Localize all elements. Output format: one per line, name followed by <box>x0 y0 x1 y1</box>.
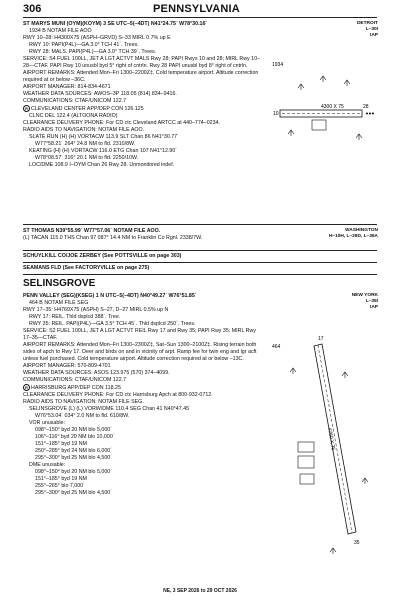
page-header <box>23 0 378 17</box>
section-rule <box>23 262 377 263</box>
chart-ref: L–30I <box>365 27 378 32</box>
runway-dimension-label: 4760 X 75 <box>326 427 336 451</box>
unusable-item: 250°–285° byd 24 NM blo 6,000´ <box>35 448 112 454</box>
pennvalley-chart-refs <box>352 293 378 311</box>
stmarys-chart-refs <box>357 21 378 39</box>
tree-icon <box>344 80 350 86</box>
approach-freq: HARRISBURG APP/DEP CON 118.25 <box>31 385 121 391</box>
city-title: SELINSGROVE <box>23 278 96 289</box>
clearance-line: CLEARANCE DELIVERY PHONE: For CD ctc Harrisburg Apch at 800-932-0712. <box>23 392 213 398</box>
vor-unusable-label: VOR unusable: <box>29 420 65 426</box>
elevation-label: 1934 <box>272 62 284 68</box>
radio-aids-line: RADIO AIDS TO NAVIGATION: NOTAM FILE AOO. <box>23 127 145 133</box>
navaid-id-line: ST THOMAS N39°55.99´ W77°57.06´ NOTAM FILE AOO. <box>23 228 161 234</box>
dme-unusable-label: DME unusable: <box>29 462 66 468</box>
section-rule <box>23 250 377 251</box>
navaid-line: KEATING (H) (H) VORTACW 116.0 ETG Chan 107 N41°12.90´ <box>29 148 178 154</box>
runway-end-line: RWY 10: PAPI(P4L)—GA 3.0° TCH 41´. Trees. <box>29 42 139 48</box>
manager-line: AIRPORT MANAGER: 570-809-4701 <box>23 363 111 369</box>
runway-end-label: 35 <box>354 540 360 546</box>
comms-line: COMMUNICATIONS: CTAF/UNICOM 122.7 <box>23 98 127 104</box>
remarks-text: AIRPORT REMARKS: Attended Mon–Fri 1300–2300Z‡, Sat–Sun 1300–2100Z‡. Rising terrain both sides of apch to Rwy 17. Deer and birds on and in vicinity of arpt. Ramp fee for twin eng and lgr acft unless fuel purchased. Cold temperature airport. Altitude correction required at or below –13C. <box>23 342 257 362</box>
header-rule <box>23 17 377 18</box>
tree-icon <box>342 372 348 378</box>
runway-dimension-label: 4300 X 75 <box>321 104 344 110</box>
stthomas-entry <box>23 228 378 242</box>
unusable-item: 098°–150° byd 20 NM blo 5,000´ <box>35 469 112 475</box>
navaid-line: W76°53.04´ 034° 2.0 NM to fld. 610/8W. <box>35 413 130 419</box>
elevation-label: 464 <box>272 344 281 350</box>
chart-ref: IAP <box>370 305 378 310</box>
weather-line: WEATHER DATA SOURCES: ASOS 123.975 (570) 374–4099. <box>23 370 170 376</box>
manager-line: AIRPORT MANAGER: 814-834-4671 <box>23 84 111 90</box>
unusable-item: 151°–185° byd 19 NM <box>35 441 87 447</box>
service-text: SERVICE: S2 FUEL 100LL, JET A LGT ACTVT REIL Rwy 17 and Rwy 35; PAPI Rwy 35; MIRL Rwy 17–35—CTAF. <box>23 328 256 341</box>
section-rule <box>23 224 377 225</box>
elevation-line: 1934 B NOTAM FILE AOO <box>29 28 92 34</box>
runway-end-line: RWY 35: REIL. PAPI(P4L)—GA 3.5° TCH 45´. Thld dsplcd 250´. Trees. <box>29 321 196 327</box>
elevation-line: 464 B NOTAM FILE SEG <box>29 300 89 306</box>
runway-end-line: RWY 17: REIL. Thld dsplcd 388´. Tree. <box>29 314 121 320</box>
center-freq: CLEVELAND CENTER APP/DEP CON 126.125 <box>31 106 144 112</box>
seamans-crossref: SEAMANS FLD (See FACTORYVILLE on page 275) <box>23 265 150 271</box>
state-title: PENNSYLVANIA <box>153 3 240 15</box>
ramp <box>312 120 326 130</box>
weather-line: WEATHER DATA SOURCES: AWOS–3P 118.05 (814) 834–9416. <box>23 91 177 97</box>
stmarys-airport-diagram <box>268 58 378 170</box>
page-footer: NE, 3 SEP 2026 to 29 OCT 2026 <box>163 588 237 594</box>
chart-ref: L–35I <box>365 299 378 304</box>
navaid-line: SELINSGROVE (L) (L) VORW/DME 110.4 SEG Chan 41 N40°47.45´ <box>29 406 191 412</box>
runway-line: RWY 17–35: H4760X75 (ASPH) S–27, D–27 MIRL 0.5% up N <box>23 307 169 313</box>
tree-icon <box>362 478 368 484</box>
unusable-item: 295°–300° byd 25 NM blo 4,500´ <box>35 455 112 461</box>
chart-ref: DETROIT <box>356 21 378 26</box>
approach-lights <box>366 113 374 115</box>
tree-icon <box>330 548 336 554</box>
runway <box>280 110 362 117</box>
tree-icon <box>356 134 362 140</box>
radar-r-icon: R <box>23 384 30 391</box>
navaid-line: W77°58.21´ 264° 24.8 NM to fld. 2310/8W. <box>35 141 136 147</box>
runway-end-label: 10 <box>273 111 279 117</box>
tree-icon <box>288 130 294 136</box>
tree-icon <box>290 368 296 374</box>
runway-line: RWY 10–28: H4300X75 (ASPH–GRVD) S–33 MIRL 0.7% up E <box>23 35 171 41</box>
navaid-line: SLATE RUN (H) (H) VORTACW 113.9 SLT Chan 86 N41°30.77´ <box>29 134 179 140</box>
chart-ref: WASHINGTON <box>345 228 378 233</box>
unusable-item: 295°–300° byd 25 NM blo 4,500´ <box>35 490 112 496</box>
runway-end-label: 28 <box>363 104 369 110</box>
runway-end-label: 17 <box>318 336 324 342</box>
loc-line: LOC/DME 108.9 I–OYM Chan 26 Rwy 28. Unmonitored indef. <box>29 162 175 168</box>
airport-id-line: ST MARYS MUNI (OYM)(KOYM) 3 SE UTC–5(–4DT) N41°24.75´ W78°30.16´ <box>23 21 208 27</box>
radio-aids-line: RADIO AIDS TO NAVIGATION: NOTAM FILE SEG. <box>23 399 144 405</box>
runway-end-line: RWY 28: MALS. PAPI(P4L)—GA 3.0° TCH 39´. Trees. <box>29 49 157 55</box>
clncdel-line: CLNC DEL 122.4 (ALTOONA RADIO) <box>29 113 118 119</box>
comms-line: COMMUNICATIONS: CTAF/UNICOM 122.7 <box>23 377 127 383</box>
navaid-line: W78°08.57´ 316° 20.1 NM to fld. 2250/10W. <box>35 155 139 161</box>
tree-icon <box>320 76 326 82</box>
unusable-item: 151°–185° byd 19 NM <box>35 476 87 482</box>
pennvalley-airport-diagram <box>270 332 378 570</box>
section-rule <box>23 274 377 275</box>
tree-icon <box>298 84 304 90</box>
remarks-text: AIRPORT REMARKS: Attended Mon–Fri 1300–2200Z‡. Cold temperature airport. Altitude correction required at or below –36C. <box>23 70 259 83</box>
chart-ref: H–10H, L–29D, L–36A <box>328 234 378 239</box>
chart-ref: IAP <box>370 33 378 38</box>
radar-r-icon: R <box>23 105 30 112</box>
clearance-line: CLEARANCE DELIVERY PHONE: For CD ctc Cleveland ARTCC at 440–774–0234. <box>23 120 220 126</box>
tacan-line: (L) TACAN 115.0 THS Chan 97 087° 14.4 NM to Franklin Co Rgnl. 2338/7W. <box>23 235 203 241</box>
ramp-area <box>298 442 314 484</box>
airport-id-line: PENN VALLEY (SEG)(KSEG) 1 N UTC–5(–4DT) N40°49.27´ W76°51.85´ <box>23 293 197 299</box>
page-number: 306 <box>23 3 42 15</box>
unusable-item: 106°–116° byd 20 NM blo 10,000´ <box>35 434 115 440</box>
schuylkill-crossref: SCHUYLKILL CO/JOE ZERBEY (See POTTSVILLE on page 303) <box>23 253 182 259</box>
service-text: SERVICE: S4 FUEL 100LL, JET A LGT ACTVT MALS Rwy 28; PAPI Rwys 10 and 28; MIRL Rwy 10–28—CTAF. PAPI Rwy 10 unusbl byd 5° right of cntrln. Rwy 28 PAPI unusbl byd 8° right of cntrln. <box>23 56 260 69</box>
chart-ref: NEW YORK <box>351 293 378 298</box>
stthomas-chart-refs <box>329 228 378 240</box>
unusable-item: 255°–265° blo 7,000´ <box>35 483 85 489</box>
unusable-item: 098°–150° byd 20 NM blo 5,000´ <box>35 427 112 433</box>
